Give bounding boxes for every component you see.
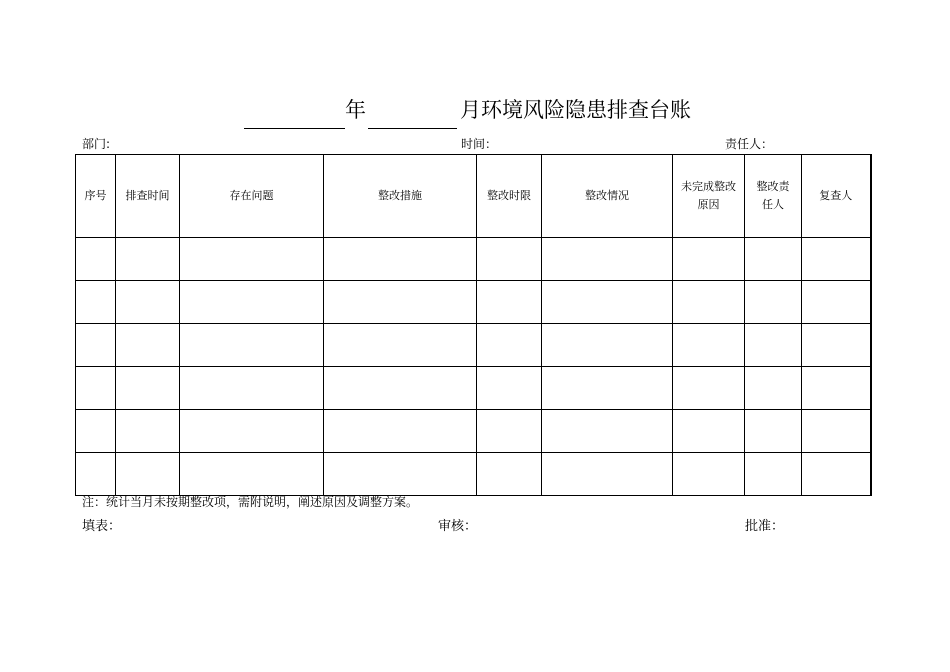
header-reviewer: 复查人 (802, 155, 871, 238)
table-cell (116, 238, 180, 281)
table-cell (76, 238, 116, 281)
table-cell (324, 281, 477, 324)
table-cell (673, 324, 745, 367)
table-cell (542, 453, 673, 496)
header-deadline: 整改时限 (477, 155, 542, 238)
table-cell (116, 367, 180, 410)
header-measures: 整改措施 (324, 155, 477, 238)
table-row (76, 453, 871, 496)
table-cell (180, 238, 324, 281)
table-cell (673, 410, 745, 453)
table-cell (180, 410, 324, 453)
table-cell (802, 324, 871, 367)
table-cell (116, 410, 180, 453)
table-cell (180, 324, 324, 367)
table-cell (673, 281, 745, 324)
header-responsible-person: 整改责任人 (745, 155, 802, 238)
table-cell (673, 367, 745, 410)
time-label: 时间： (461, 137, 498, 151)
header-issue: 存在问题 (180, 155, 324, 238)
header-index: 序号 (76, 155, 116, 238)
month-blank-line (368, 128, 457, 129)
responsible-label: 责任人： (725, 137, 774, 151)
table-cell (477, 453, 542, 496)
table-cell (116, 324, 180, 367)
table-cell (745, 410, 802, 453)
table-cell (76, 410, 116, 453)
table-cell (802, 410, 871, 453)
table-cell (477, 238, 542, 281)
table-cell (542, 324, 673, 367)
header-check-time: 排查时间 (116, 155, 180, 238)
year-blank-line (244, 128, 345, 129)
table-row (76, 410, 871, 453)
table-cell (542, 238, 673, 281)
header-status: 整改情况 (542, 155, 673, 238)
table-cell (477, 367, 542, 410)
table-cell (180, 281, 324, 324)
table-cell (802, 453, 871, 496)
table-cell (802, 238, 871, 281)
table-cell (324, 453, 477, 496)
table-cell (745, 367, 802, 410)
ledger-table (75, 154, 872, 496)
header-incomplete-reason: 未完成整改原因 (673, 155, 745, 238)
table-cell (745, 281, 802, 324)
table-row (76, 281, 871, 324)
table-cell (180, 453, 324, 496)
table-cell (745, 238, 802, 281)
table-cell (477, 324, 542, 367)
table-cell (542, 367, 673, 410)
table-cell (477, 410, 542, 453)
table-cell (116, 453, 180, 496)
table-cell (477, 281, 542, 324)
table-cell (673, 453, 745, 496)
table-cell (180, 367, 324, 410)
table-cell (802, 281, 871, 324)
department-label: 部门: (82, 137, 111, 151)
table-row (76, 367, 871, 410)
table-cell (802, 367, 871, 410)
table-cell (324, 324, 477, 367)
approve-label: 批准： (745, 519, 785, 534)
title-year-char: 年 (345, 98, 366, 122)
title-text: 月环境风险隐患排查台账 (460, 98, 691, 122)
table-cell (745, 324, 802, 367)
table-cell (542, 410, 673, 453)
table-row (76, 324, 871, 367)
table-cell (76, 281, 116, 324)
table-cell (542, 281, 673, 324)
ledger-title (0, 96, 950, 126)
footnote: 注：统计当月未按期整改项，需附说明，阐述原因及调整方案。 (82, 495, 419, 509)
table-cell (745, 453, 802, 496)
table-cell (673, 238, 745, 281)
fill-label: 填表： (82, 519, 122, 534)
table-cell (76, 324, 116, 367)
table-cell (324, 367, 477, 410)
table-row (76, 238, 871, 281)
review-label: 审核： (438, 519, 478, 534)
table-cell (76, 367, 116, 410)
table-header-row (76, 155, 871, 238)
table-cell (324, 238, 477, 281)
table-cell (324, 410, 477, 453)
table-cell (116, 281, 180, 324)
table-cell (76, 453, 116, 496)
